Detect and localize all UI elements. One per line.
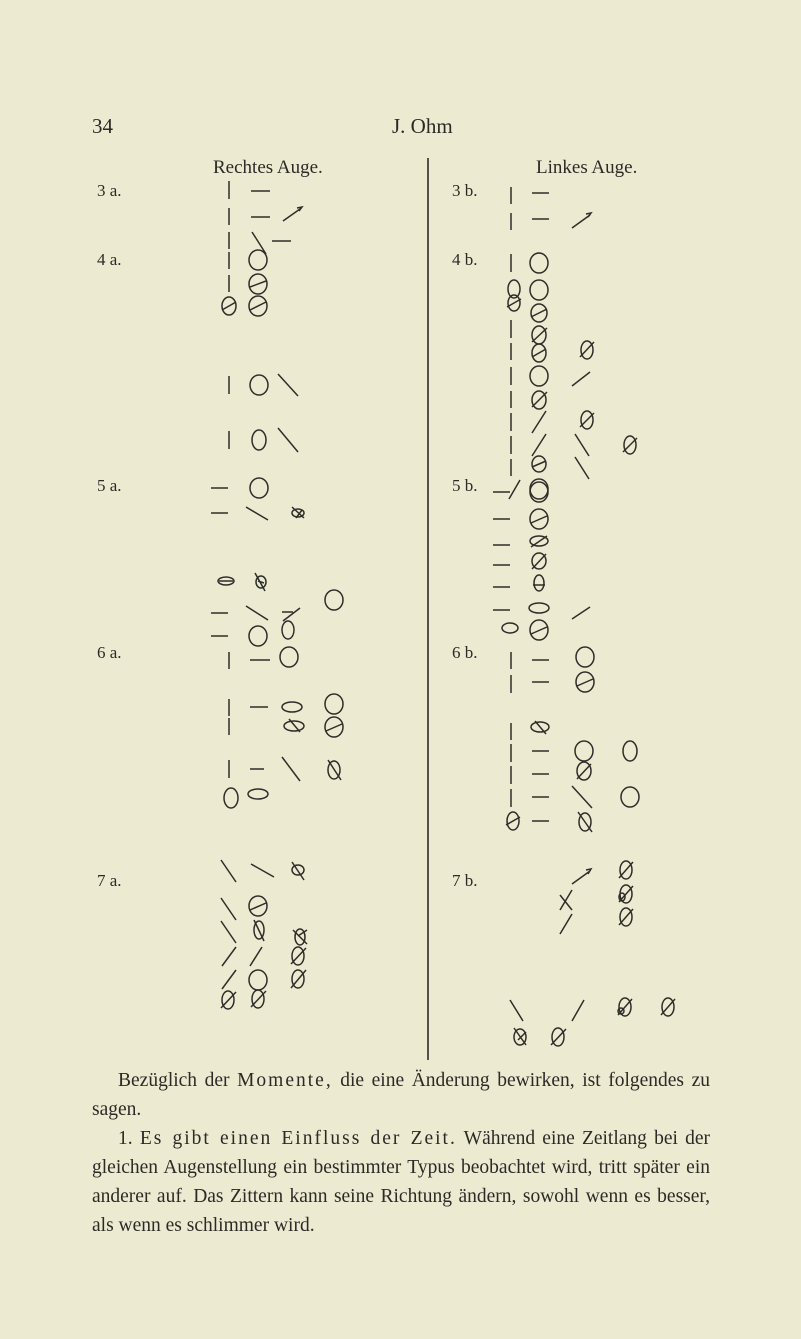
intro-text-after: die eine Änderung bewirken, ist folgendes zu sagen. [92,1070,710,1120]
intro-paragraph [92,1066,710,1124]
row-label-7b: 7 b. [452,871,478,890]
pattern-6a [224,647,343,808]
row-label-3b: 3 b. [452,181,478,200]
row-label-5a: 5 a. [97,476,122,495]
right-eye-title: Rechtes Auge. [213,157,323,178]
pattern-4b [507,253,637,499]
left-eye-title: Linkes Auge. [536,157,638,178]
row-label-7a: 7 a. [97,871,122,890]
intro-text-before: Bezüglich der [118,1070,238,1091]
pattern-5a [211,478,343,646]
item-1-number: 1. [118,1128,133,1149]
item-1-spaced-heading: Es gibt einen Einfluss der Zeit. [139,1128,457,1149]
pattern-6b [506,647,639,832]
intro-spaced-term: Momente, [237,1070,333,1091]
pattern-3b [511,187,591,230]
row-label-6a: 6 a. [97,643,122,662]
row-label-6b: 6 b. [452,643,478,662]
pattern-4a [222,250,298,452]
item-1-text: Während eine Zeitlang bei der gleichen Augenstellung ein bestimmter Typus beobachtet wird, tritt später ein anderer auf. Das Zittern kann seine Richtung ändern, sowohl wenn es besser, als wenn es schlimmer wird. [92,1128,710,1236]
running-title: J. Ohm [392,114,453,138]
page-number: 34 [92,114,113,138]
row-label-4b: 4 b. [452,250,478,269]
row-label-4a: 4 a. [97,250,122,269]
row-label-3a: 3 a. [97,181,122,200]
pattern-5b [493,482,590,640]
row-label-5b: 5 b. [452,476,478,495]
pattern-7b [510,861,675,1046]
pattern-7a [221,860,307,1009]
item-1-paragraph [92,1124,710,1240]
pattern-3a [229,181,302,254]
